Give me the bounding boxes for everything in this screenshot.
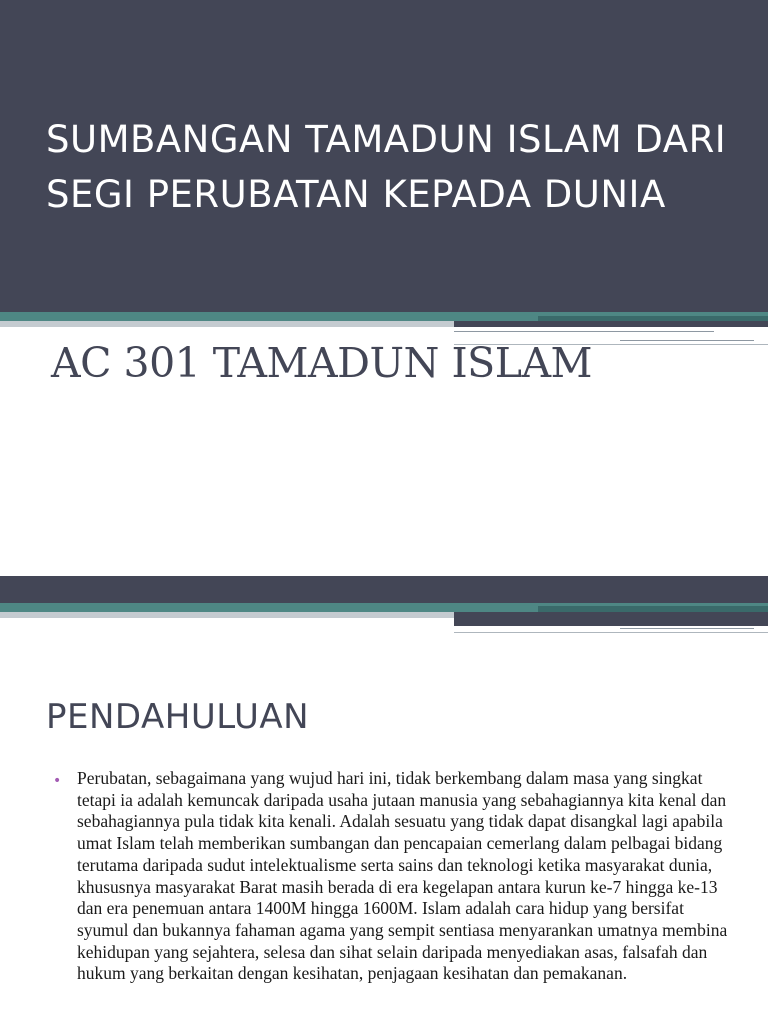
bullet-marker: • (53, 773, 62, 789)
teal-stripe-right (538, 606, 768, 612)
slide-title: SUMBANGAN TAMADUN ISLAM DARI SEGI PERUBATAN KEPADA DUNIA (46, 118, 727, 216)
header-band (0, 576, 768, 603)
dark-stripe-right (454, 612, 768, 626)
section-heading: PENDAHULUAN (46, 697, 310, 737)
body-paragraph: Perubatan, sebagaimana yang wujud hari ini, tidak berkembang dalam masa yang singkat tetapi ia adalah kemuncak daripada usaha jutaan manusia yang sebahagiannya kita kenal dan sebahagiannya pula tidak kita kenali. Adalah sesuatu yang tidak dapat disangkal lagi apabila umat Islam telah memberikan sumbangan dan pencapaian cemerlang dalam pelbagai bidang terutama daripada sudut intelektualisme serta sains dan teknologi ketika masyarakat dunia, khususnya masyarakat Barat masih berada di era kegelapan antara kurun ke-7 hingga ke-13 dan era penemuan antara 1400M hingga 1600M. Islam adalah cara hidup yang bersifat syumul dan bukannya fahaman agama yang sempit sentiasa menyarankan umatnya membina kehidupan yang sejahtera, selesa dan sihat selain daripada menyediakan asas, falsafah dan hukum yang berkaitan dengan kesihatan, penjagaan kesihatan dan pemakanan. (77, 768, 728, 984)
slide-subtitle: AC 301 TAMADUN ISLAM (51, 339, 593, 387)
thin-line-right-2 (620, 340, 754, 341)
teal-stripe-right (538, 316, 768, 321)
thin-line-right (454, 331, 714, 332)
content-slide (0, 576, 768, 1024)
dark-stripe-right (454, 321, 768, 327)
thin-line-right-2 (454, 632, 768, 633)
thin-line-right (620, 628, 754, 629)
